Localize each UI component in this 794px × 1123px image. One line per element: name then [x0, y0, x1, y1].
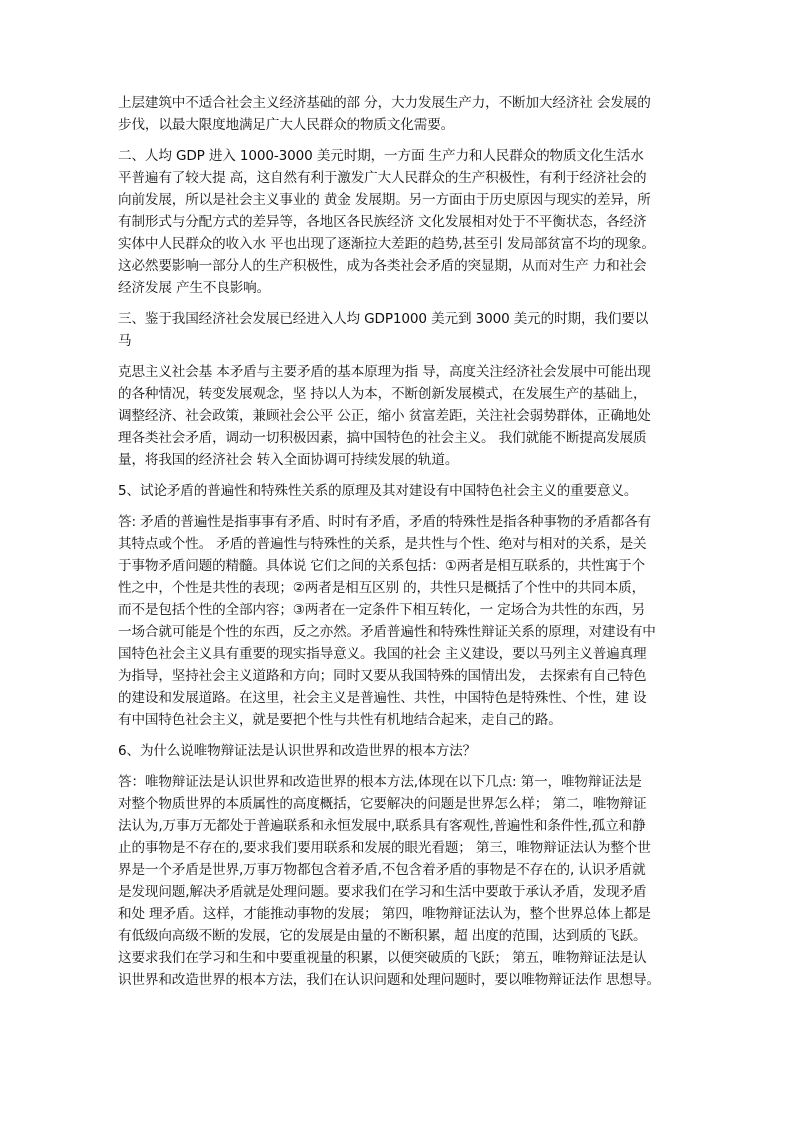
text-line: 有中国特色社会主义，就是要把个性与共性有机地结合起来，走自己的路。	[118, 712, 562, 728]
text-line: 调整经济、社会政策，兼顾社会公平 公正，缩小 贫富差距，关注社会弱势群体，正确地处	[118, 408, 651, 424]
text-line: 对整个物质世界的本质属性的高度概括，它要解决的问题是世界怎么样； 第二，唯物辩证	[118, 796, 647, 812]
text-line: 这要求我们在学习和生和中要重视量的积累，以便突破质的飞跃； 第五，唯物辩证法是认	[118, 950, 647, 966]
text-line: 理各类社会矛盾，调动一切积极因素，搞中国特色的社会主义。 我们就能不断提高发展质	[118, 430, 647, 446]
text-line: 二、人均 GDP 进入 1000-3000 美元时期，一方面 生产力和人民群众的物质文化生活水	[118, 148, 644, 164]
text-line: 其特点或个性。 矛盾的普遍性与特殊性的关系，是共性与个性、绝对与相对的关系，是关	[118, 536, 647, 552]
text-line: 有制形式与分配方式的差异等，各地区各民族经济 文化发展相对处于不平衡状态，各经济	[118, 214, 647, 230]
text-line: 而不是包括个性的全部内容；③两者在一定条件下相互转化，一 定场合为共性的东西，另	[118, 602, 646, 618]
text-line: 向前发展，所以是社会主义事业的 黄金 发展期。另一方面由于历史原因与现实的差异，所	[118, 192, 651, 208]
text-line: 马	[118, 333, 132, 349]
document-page	[118, 92, 684, 1000]
text-line: 国特色社会主义具有重要的现实指导意义。我国的社会 主义建设，要以马列主义普遍真理	[118, 646, 647, 662]
question-5-heading	[118, 480, 684, 502]
answer-5-paragraph	[118, 511, 684, 731]
text-line: 有低级向高级不断的发展，它的发展是由量的不断积累，超 出度的范围，达到质的飞跃。	[118, 928, 647, 944]
text-line: 法认为,万事万无都处于普遍联系和永恒发展中,联系具有客观性,普遍性和条件性,孤立和静	[118, 818, 646, 834]
paragraph-point-three-continued	[118, 361, 684, 471]
text-line: 答：唯物辩证法是认识世界和改造世界的根本方法,体现在以下几点: 第一，唯物辩证法是	[118, 774, 642, 790]
text-line: 三、鉴于我国经济社会发展已经进入人均 GDP1000 美元到 3000 美元的时期，我们要以	[118, 311, 649, 327]
text-line: 的建设和发展道路。在这里，社会主义是普遍性、共性，中国特色是特殊性、个性，建 设	[118, 690, 647, 706]
text-line: 于事物矛盾问题的精髓。具体说 它们之间的关系包括：①两者是相互联系的，共性寓于个	[118, 558, 646, 574]
text-line: 6、为什么说唯物辩证法是认识世界和改造世界的根本方法？	[118, 743, 477, 759]
text-line: 克思主义社会基 本矛盾与主要矛盾的基本原理为指 导，高度关注经济社会发展中可能出现	[118, 364, 651, 380]
paragraph-point-three	[118, 308, 684, 352]
text-line: 界是一个矛盾是世界,万事万物都包含着矛盾,不包含着矛盾的事物是不存在的, 认识矛盾就	[118, 862, 646, 878]
text-line: 5、试论矛盾的普遍性和特殊性关系的原理及其对建设有中国特色社会主义的重要意义。	[118, 483, 638, 499]
text-line: 实体中人民群众的收入水 平也出现了逐渐拉大差距的趋势,甚至引 发局部贫富不均的现象。	[118, 236, 655, 252]
text-line: 步伐，以最大限度地满足广大人民群众的物质文化需要。	[118, 117, 455, 133]
text-line: 量，将我国的经济社会 转入全面协调可持续发展的轨道。	[118, 452, 459, 468]
text-line: 为指导，坚持社会主义道路和方向；同时又要从我国特殊的国情出发， 去探索有自己特色	[118, 668, 647, 684]
text-line: 答: 矛盾的普遍性是指事事有矛盾、时时有矛盾，矛盾的特殊性是指各种事物的矛盾都各有	[118, 514, 651, 530]
text-line: 的各种情况，转变发展观念，坚 持以人为本，不断创新发展模式，在发展生产的基础上，	[118, 386, 647, 402]
text-line: 平普遍有了较大提 高，这自然有利于激发广大人民群众的生产积极性，有利于经济社会的	[118, 170, 647, 186]
text-line: 止的事物是不存在的,要求我们要用联系和发展的眼光看题； 第三，唯物辩证法认为整个世	[118, 840, 651, 856]
text-line: 性之中，个性是共性的表现；②两者是相互区别 的，共性只是概括了个性中的共同本质，	[118, 580, 646, 596]
text-line: 经济发展 产生不良影响。	[118, 280, 271, 296]
question-6-heading	[118, 740, 684, 762]
text-line: 一场合就可能是个性的东西，反之亦然。矛盾普遍性和特殊性辩证关系的原理，对建设有中	[118, 624, 656, 640]
text-line: 和处 理矛盾。这样，才能推动事物的发展； 第四，唯物辩证法认为，整个世界总体上都是	[118, 906, 651, 922]
paragraph-continuation	[118, 92, 684, 136]
paragraph-point-two	[118, 145, 684, 299]
answer-6-paragraph	[118, 771, 684, 991]
text-line: 是发现问题,解决矛盾就是处理问题。要求我们在学习和生活中要敢于承认矛盾，发现矛盾	[118, 884, 647, 900]
text-line: 上层建筑中不适合社会主义经济基础的部 分，大力发展生产力，不断加大经济社 会发展的	[118, 95, 651, 111]
text-line: 这必然要影响一部分人的生产积极性，成为各类社会矛盾的突显期，从而对生产 力和社会	[118, 258, 647, 274]
text-line: 识世界和改造世界的根本方法，我们在认识问题和处理问题时，要以唯物辩证法作 思想导。	[118, 972, 660, 988]
